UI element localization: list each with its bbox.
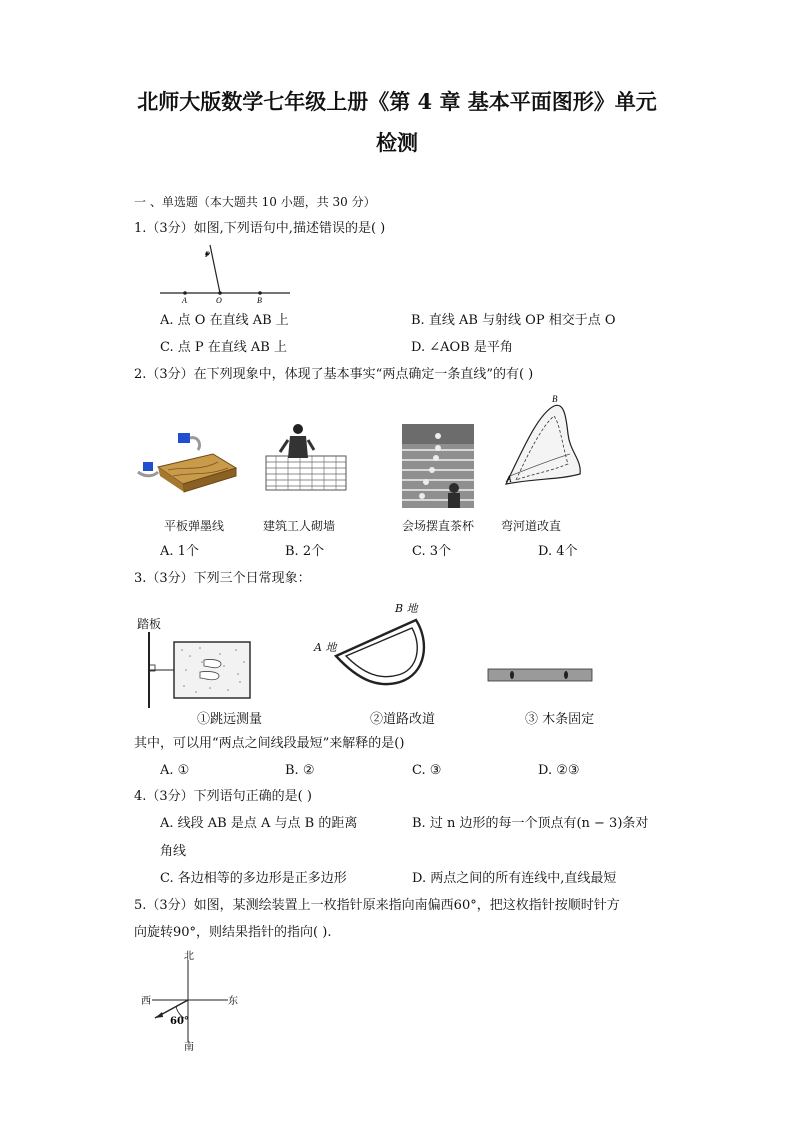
west-label: 西: [141, 996, 151, 1007]
q3-option-c[interactable]: C. ③: [412, 763, 442, 778]
q4-option-d[interactable]: D. 两点之间的所有连线中,直线最短: [412, 871, 617, 886]
ink-line-board-image: [138, 432, 238, 492]
q1-option-c[interactable]: C. 点 P 在直线 AB 上: [160, 340, 287, 355]
section-heading: 一 、单选题（本大题共 10 小题，共 30 分）: [134, 195, 376, 209]
point-o-label: O: [216, 296, 222, 305]
question-5-stem-line1: 5.（3分）如图，某测绘装置上一枚指针原来指向南偏西60°，把这枚指针按顺时针方: [134, 898, 620, 913]
question-1-stem: 1.（3分）如图,下列语句中,描述错误的是( ): [134, 221, 386, 236]
question-4-stem: 4.（3分）下列语句正确的是( ): [134, 789, 312, 804]
bricklaying-worker-image: [264, 424, 348, 492]
q2-caption-4: 弯河道改直: [501, 519, 562, 533]
q2-option-c[interactable]: C. 3个: [412, 544, 452, 559]
q3-option-a[interactable]: A. ①: [160, 763, 190, 778]
q2-option-a[interactable]: A. 1个: [160, 544, 199, 559]
q4-option-b-continued: 角线: [160, 844, 187, 859]
wood-strip-figure: [486, 664, 596, 686]
point-a-label: A: [182, 296, 187, 305]
river-point-a-label: A: [506, 474, 512, 484]
q1-option-b[interactable]: B. 直线 AB 与射线 OP 相交于点 O: [411, 313, 616, 328]
question-5-stem-line2: 向旋转90°，则结果指针的指向( ).: [134, 925, 332, 940]
q2-caption-2: 建筑工人砌墙: [263, 519, 336, 533]
south-label: 南: [184, 1042, 194, 1053]
point-b-label: B: [257, 296, 262, 305]
q2-option-b[interactable]: B. 2个: [285, 544, 325, 559]
q1-option-a[interactable]: A. 点 O 在直线 AB 上: [160, 313, 289, 328]
q3-option-d[interactable]: D. ②③: [538, 763, 580, 778]
compass-figure: [138, 950, 248, 1060]
question-3-stem: 3.（3分）下列三个日常现象：: [134, 571, 311, 586]
document-title-line2: 检测: [376, 130, 418, 155]
q2-caption-3: 会场摆直茶杯: [402, 519, 475, 533]
river-point-b-label: B: [552, 394, 558, 404]
place-a-label: A 地: [314, 641, 337, 654]
long-jump-figure: [140, 632, 252, 708]
place-b-label: B 地: [395, 602, 418, 615]
q3-caption-1: ①跳远测量: [197, 712, 263, 727]
q4-option-b[interactable]: B. 过 n 边形的每一个顶点有(n − 3)条对: [412, 816, 649, 831]
question-2-stem: 2.（3分）在下列现象中，体现了基本事实“两点确定一条直线”的有( ): [134, 367, 534, 382]
point-p-label: P: [205, 250, 210, 259]
q2-option-d[interactable]: D. 4个: [538, 544, 578, 559]
east-label: 东: [228, 996, 238, 1007]
q1-line-figure: [150, 245, 300, 307]
road-detour-figure: [330, 612, 434, 688]
conference-teacups-image: [402, 424, 474, 508]
document-title-line1: 北师大版数学七年级上册《第 4 章 基本平面图形》单元: [137, 89, 657, 114]
river-straightening-image: [498, 394, 588, 512]
q3-caption-3: ③ 木条固定: [525, 712, 595, 727]
angle-label: 60°: [170, 1016, 189, 1027]
q3-question: 其中，可以用“两点之间线段最短”来解释的是(): [134, 736, 405, 751]
q4-option-c[interactable]: C. 各边相等的多边形是正多边形: [160, 871, 347, 886]
q3-caption-2: ②道路改道: [370, 712, 436, 727]
q3-option-b[interactable]: B. ②: [285, 763, 315, 778]
board-label: 踏板: [137, 617, 162, 631]
north-label: 北: [184, 951, 194, 962]
q2-caption-1: 平板弹墨线: [164, 519, 225, 533]
q4-option-a[interactable]: A. 线段 AB 是点 A 与点 B 的距离: [160, 816, 358, 831]
q1-option-d[interactable]: D. ∠AOB 是平角: [411, 340, 513, 355]
